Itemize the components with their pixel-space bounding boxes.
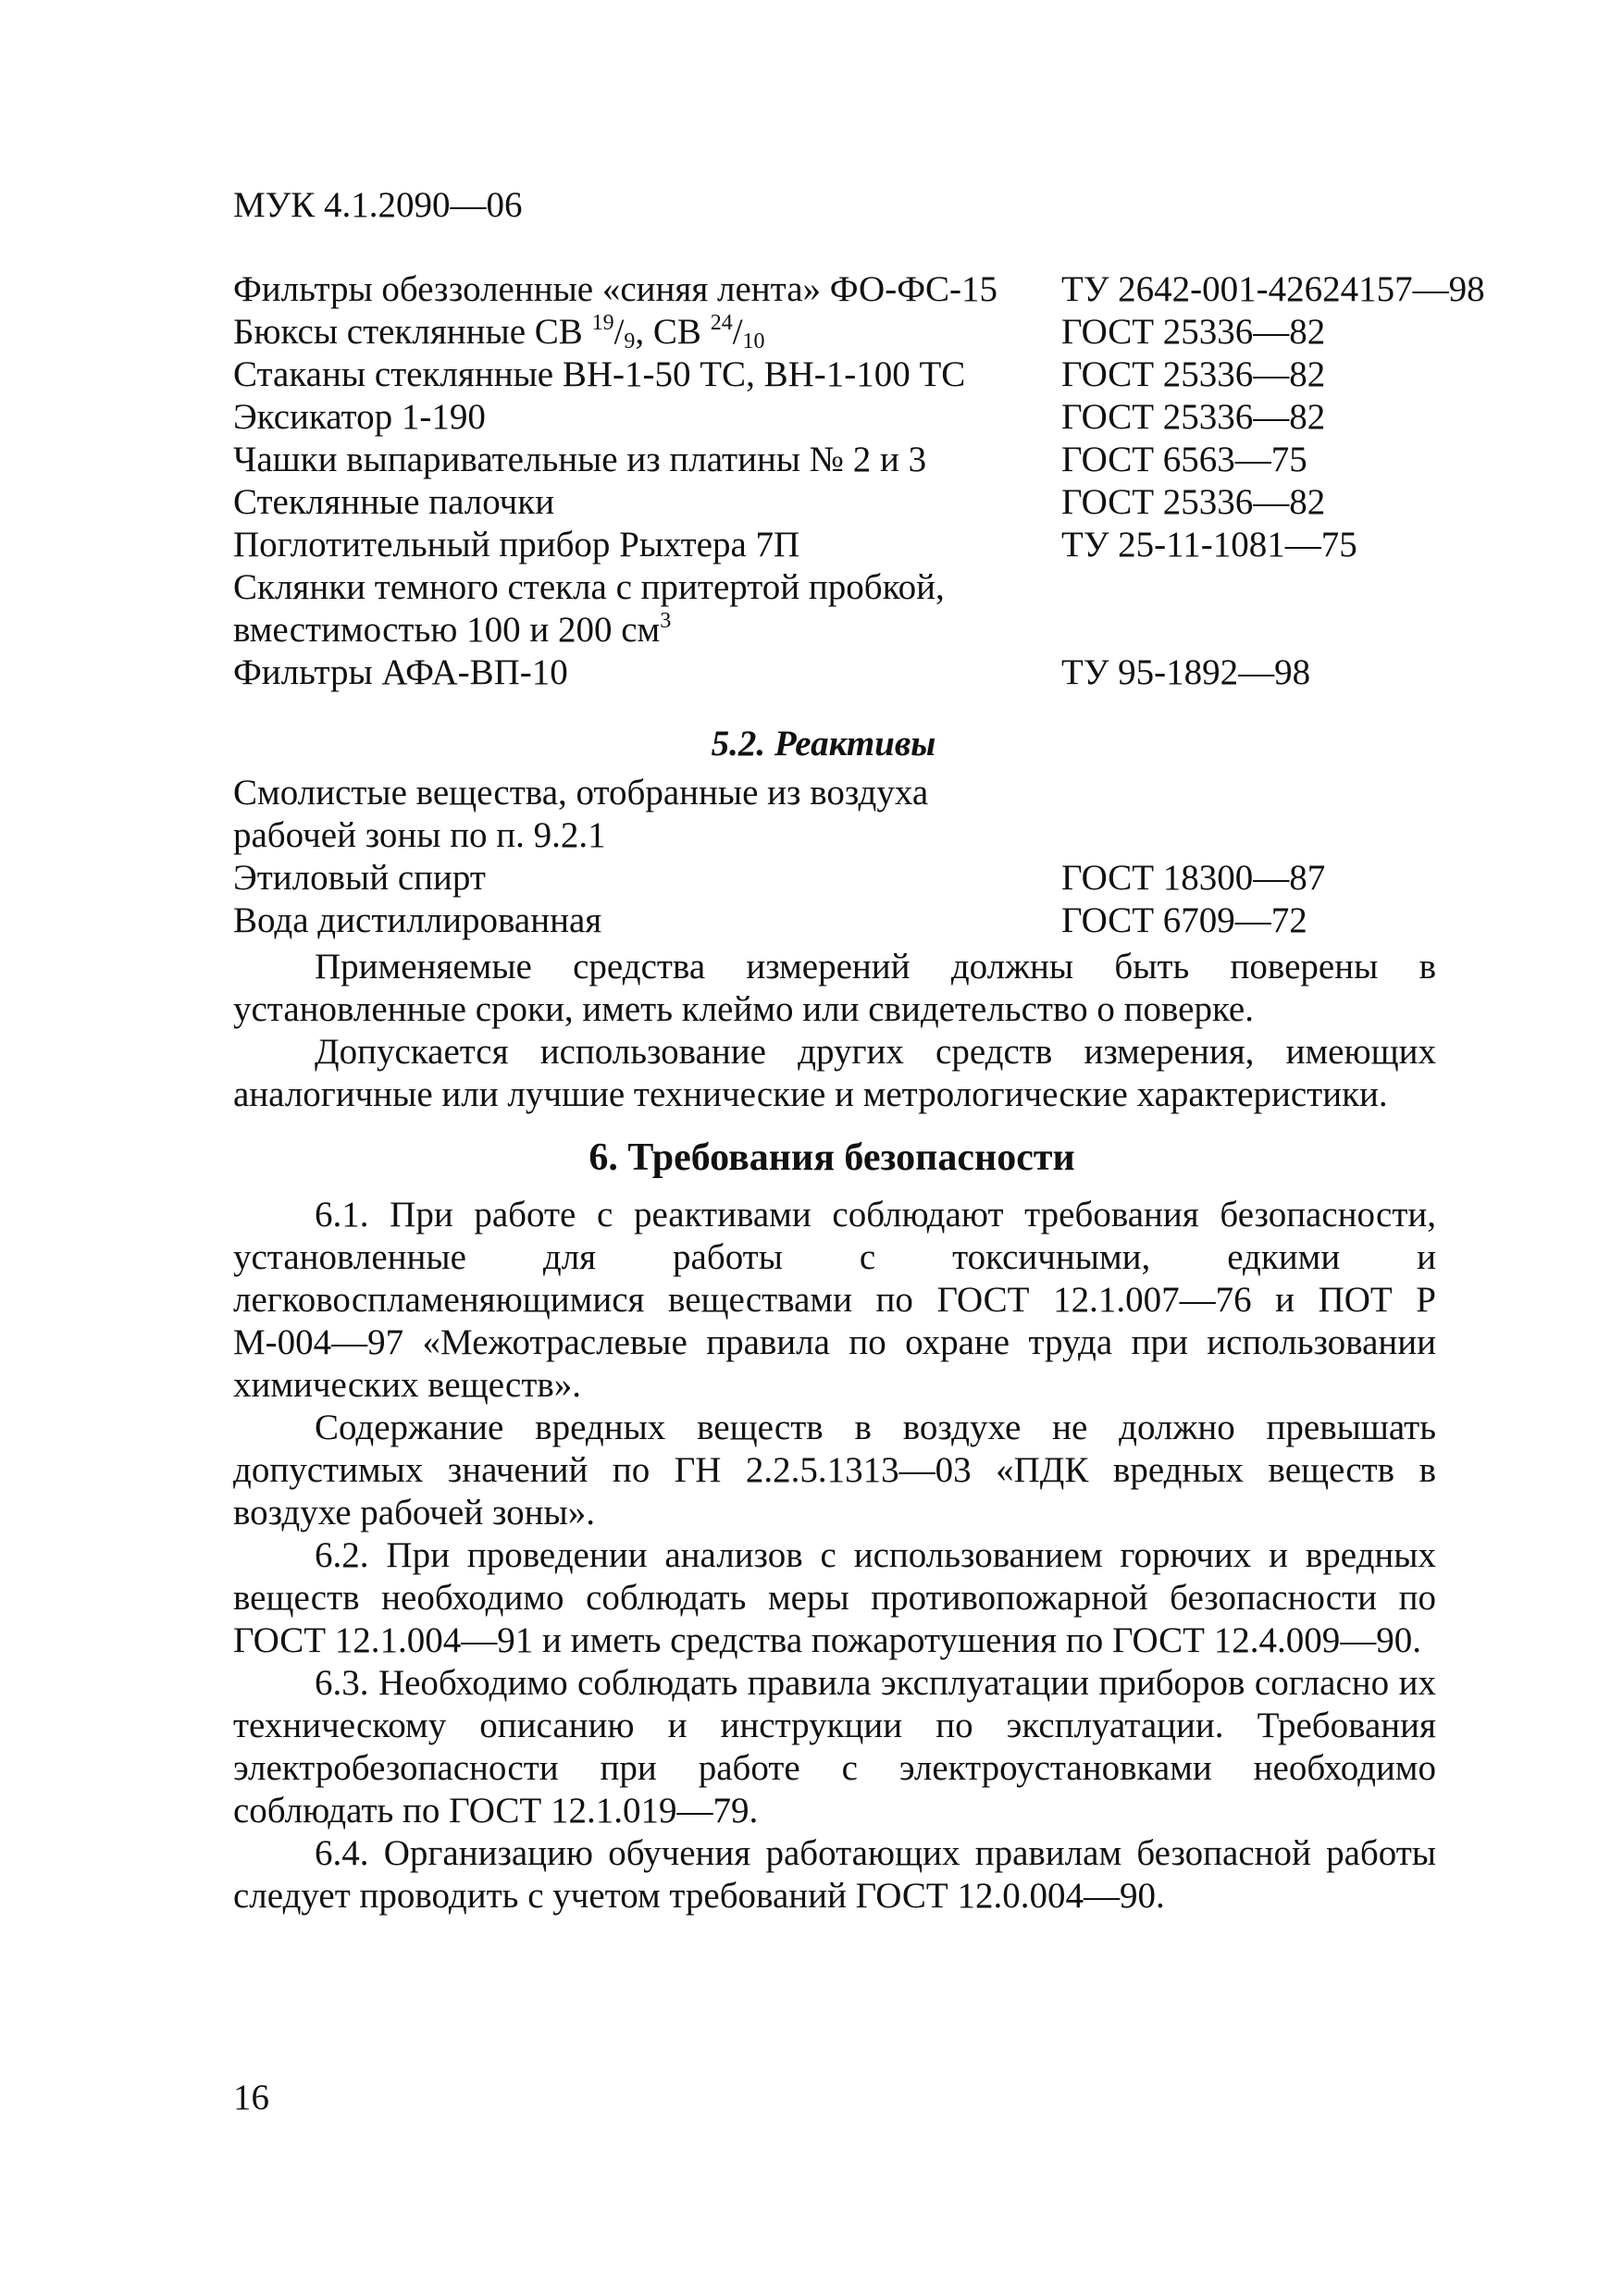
equipment-name-prefix: Бюксы стеклянные СВ <box>233 312 592 352</box>
equipment-item-beakers <box>233 354 1529 396</box>
running-header: МУК 4.1.2090—06 <box>233 185 523 225</box>
paragraph: Допускается использование других средств измерения, имеющих аналогичные или лучшие технические и метрологические характеристики. <box>233 1032 1436 1114</box>
equipment-standard: ГОСТ 6563—75 <box>1061 440 1307 479</box>
equipment-item-evaporating-dishes <box>233 439 1529 481</box>
reactive-item-resins <box>233 772 1529 857</box>
reactive-name-line: Смолистые вещества, отобранные из воздуха <box>233 773 929 813</box>
fraction-slash: / <box>613 312 625 352</box>
equipment-item-glass-rods <box>233 481 1529 524</box>
paragraph: Содержание вредных веществ в воздухе не должно превышать допустимых значений по ГН 2.2.5.1313—03 «ПДК вредных веществ в воздухе рабочей зоны». <box>233 1408 1436 1533</box>
equipment-standard: ТУ 95-1892—98 <box>1061 652 1311 692</box>
paragraph: Применяемые средства измерений должны быть поверены в установленные сроки, иметь клеймо или свидетельство о поверке. <box>233 947 1436 1029</box>
equipment-item-absorber <box>233 524 1529 566</box>
equipment-item-dark-bottles <box>233 566 1529 652</box>
equipment-standard: ГОСТ 25336—82 <box>1061 354 1326 394</box>
equipment-standard: ГОСТ 25336—82 <box>1061 397 1326 437</box>
equipment-standard: ГОСТ 25336—82 <box>1061 312 1326 352</box>
paragraph: 6.1. При работе с реактивами соблюдают требования безопасности, установленные для работы с токсичными, едкими и легковоспламеняющимися веществами по ГОСТ 12.1.007—76 и ПОТ Р М-004—97 «Межотраслевые правила по охране труда при использовании химических веществ». <box>233 1195 1436 1405</box>
equipment-standard: ТУ 2642-001-42624157—98 <box>1061 269 1485 309</box>
equipment-item-afa-filters <box>233 652 1529 694</box>
equipment-name-middle: , СВ <box>635 312 711 352</box>
reactives-list <box>233 772 1529 942</box>
subscript: 10 <box>742 329 765 354</box>
equipment-name-text: вместимостью 100 и 200 см <box>233 610 661 650</box>
equipment-name-line <box>233 609 671 652</box>
equipment-name: Стаканы стеклянные ВН-1-50 ТС, ВН-1-100 ТС <box>233 354 966 394</box>
superscript: 3 <box>660 609 672 633</box>
equipment-item-filters-ash <box>233 268 1529 311</box>
notes-block <box>233 946 1436 1116</box>
reactive-name: Этиловый спирт <box>233 858 486 898</box>
superscript: 19 <box>591 311 614 335</box>
fraction-slash: / <box>732 312 743 352</box>
equipment-standard: ТУ 25-11-1081—75 <box>1061 525 1357 565</box>
section-title-safety: 6. Требования безопасности <box>588 1136 1075 1179</box>
reactive-standard: ГОСТ 6709—72 <box>1061 900 1307 940</box>
superscript: 24 <box>710 311 733 335</box>
safety-block <box>233 1194 1436 1917</box>
equipment-name: Чашки выпаривательные из платины № 2 и 3 <box>233 440 927 479</box>
equipment-name <box>233 311 1047 354</box>
equipment-name: Фильтры АФА-ВП-10 <box>233 652 568 692</box>
subscript: 9 <box>624 329 636 354</box>
reactive-item-water <box>233 900 1529 942</box>
equipment-name: Эксикатор 1-190 <box>233 397 486 437</box>
paragraph: 6.4. Организацию обучения работающих правилам безопасной работы следует проводить с учетом требований ГОСТ 12.0.004—90. <box>233 1833 1436 1916</box>
paragraph: 6.2. При проведении анализов с использованием горючих и вредных веществ необходимо соблюдать меры противопожарной безопасности по ГОСТ 12.1.004—91 и иметь средства пожаротушения по ГОСТ 12.4.009—90. <box>233 1535 1436 1660</box>
equipment-list <box>233 268 1529 694</box>
equipment-standard: ГОСТ 25336—82 <box>1061 482 1326 522</box>
paragraph: 6.3. Необходимо соблюдать правила эксплуатации приборов согласно их техническому описанию и инструкции по эксплуатации. Требования электробезопасности при работе с электроустановками необходимо соблюдать по ГОСТ 12.1.019—79. <box>233 1663 1436 1831</box>
reactive-item-ethanol <box>233 857 1529 900</box>
reactive-name: Вода дистиллированная <box>233 900 602 940</box>
equipment-name: Стеклянные палочки <box>233 482 555 522</box>
equipment-item-weighing-bottles <box>233 311 1529 354</box>
equipment-name-line: Склянки темного стекла с притертой пробкой, <box>233 567 945 607</box>
reactive-standard: ГОСТ 18300—87 <box>1061 858 1326 898</box>
reactive-name-line: рабочей зоны по п. 9.2.1 <box>233 815 606 855</box>
page-number: 16 <box>233 2078 269 2117</box>
equipment-name: Фильтры обеззоленные «синяя лента» ФО-ФС-15 <box>233 269 998 309</box>
section-title-reactives: 5.2. Реактивы <box>711 724 936 763</box>
equipment-item-desiccator <box>233 396 1529 439</box>
equipment-name: Поглотительный прибор Рыхтера 7П <box>233 525 800 565</box>
